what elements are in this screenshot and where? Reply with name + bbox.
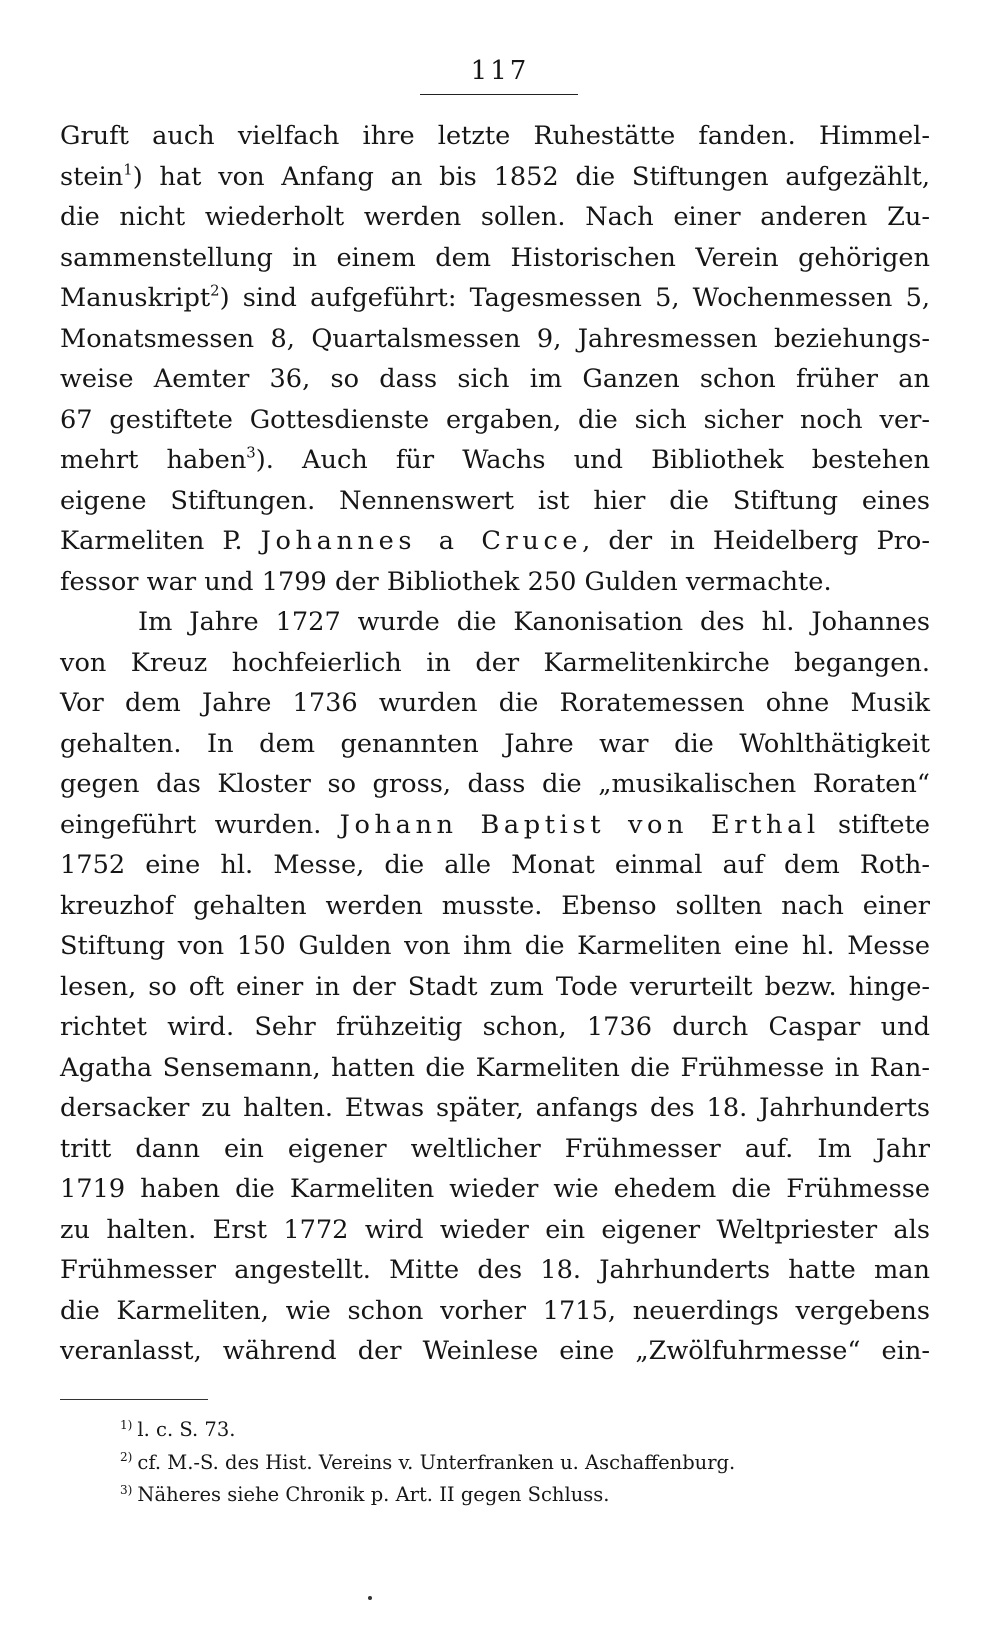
text-segment: , der in Heidelberg Pro- <box>582 526 930 556</box>
text-segment: stein <box>60 161 124 192</box>
text-segment: Stiftung von 150 Gulden von ihm die Karmeliten eine hl. Messe <box>60 931 930 961</box>
text-segment: weise Aemter 36, so dass sich im Ganzen schon früher an <box>60 364 930 394</box>
text-line <box>60 1129 930 1170</box>
text-segment: stiftete <box>819 809 930 840</box>
text-segment: richtet wird. Sehr frühzeitig schon, 1736 durch Caspar und <box>60 1012 930 1042</box>
text-segment: die nicht wiederholt werden sollen. Nach einer anderen Zu- <box>60 202 930 232</box>
text-line <box>60 1331 930 1372</box>
footnote-text: Näheres siehe Chronik p. Art. II gegen Schluss. <box>137 1483 610 1506</box>
text-segment: sammenstellung in einem dem Historischen Verein gehörigen <box>60 242 930 273</box>
text-line <box>60 724 930 765</box>
text-segment: gegen das Kloster so gross, dass die „musikalischen Roraten“ <box>60 769 930 799</box>
text-segment: eingeführt wurden. <box>60 809 340 840</box>
body-text <box>60 116 930 1372</box>
text-line <box>60 278 930 319</box>
text-segment: lesen, so oft einer in der Stadt zum Tode verurteilt bezw. hinge- <box>60 971 930 1002</box>
text-line <box>60 805 930 846</box>
text-line <box>60 886 930 927</box>
text-line <box>60 481 930 522</box>
text-line <box>60 764 930 805</box>
text-segment: kreuzhof gehalten werden musste. Ebenso sollten nach einer <box>60 890 930 921</box>
text-segment: ) sind aufgeführt: Tagesmessen 5, Wochenmessen 5, <box>219 283 930 313</box>
footnote-mark: 1) <box>120 1417 133 1432</box>
footnote <box>120 1414 920 1447</box>
text-line <box>60 1169 930 1210</box>
text-segment: zu halten. Erst 1772 wird wieder ein eigener Weltpriester als <box>60 1214 930 1245</box>
text-line <box>60 157 930 198</box>
footnote-text: l. c. S. 73. <box>137 1418 236 1441</box>
text-line <box>60 319 930 360</box>
text-segment: dersacker zu halten. Etwas später, anfangs des 18. Jahrhunderts <box>60 1093 930 1123</box>
text-segment: gehalten. In dem genannten Jahre war die Wohlthätigkeit <box>60 728 930 759</box>
footnote <box>120 1479 920 1512</box>
text-segment: Manuskript <box>60 283 211 313</box>
text-line <box>60 926 930 967</box>
footnote <box>120 1447 920 1480</box>
text-line <box>60 1250 930 1291</box>
print-speck <box>368 1596 372 1600</box>
text-segment: die Karmeliten, wie schon vorher 1715, neuerdings vergebens <box>60 1295 930 1326</box>
text-line <box>60 1210 930 1251</box>
text-line <box>60 602 930 643</box>
text-segment: tritt dann ein eigener weltlicher Frühmesser auf. Im Jahr <box>60 1133 930 1164</box>
text-segment: Gruft auch vielfach ihre letzte Ruhestätte fanden. Himmel- <box>60 121 930 151</box>
footnote-mark: 2) <box>120 1450 133 1465</box>
text-line <box>60 562 930 603</box>
footnote-ref: 1 <box>123 160 133 178</box>
spaced-name: Johann Baptist von Erthal <box>339 809 820 840</box>
text-segment: 67 gestiftete Gottesdienste ergaben, die sich sicher noch ver- <box>60 404 930 435</box>
text-line <box>60 521 930 562</box>
footnote-ref: 2 <box>210 282 220 300</box>
text-segment: eigene Stiftungen. Nennenswert ist hier die Stiftung eines <box>60 485 930 516</box>
page-number: 117 <box>470 56 530 86</box>
footnote-mark: 3) <box>120 1482 133 1497</box>
text-segment: Im Jahre 1727 wurde die Kanonisation des hl. Johannes <box>138 607 930 637</box>
text-line <box>60 197 930 238</box>
text-line <box>60 1048 930 1089</box>
text-segment: Karmeliten P. <box>60 526 261 556</box>
text-line <box>60 1291 930 1332</box>
text-line <box>60 1007 930 1048</box>
text-segment: Frühmesser angestellt. Mitte des 18. Jahrhunderts hatte man <box>60 1255 930 1285</box>
text-segment: Vor dem Jahre 1736 wurden die Roratemessen ohne Musik <box>60 688 930 718</box>
text-segment: 1719 haben die Karmeliten wieder wie ehedem die Frühmesse <box>60 1174 930 1204</box>
text-segment: ) hat von Anfang an bis 1852 die Stiftungen aufgezählt, <box>132 161 930 192</box>
text-segment: mehrt haben <box>60 445 247 475</box>
text-segment: fessor war und 1799 der Bibliothek 250 Gulden vermachte. <box>60 566 832 597</box>
header-rule <box>420 94 578 95</box>
text-line <box>60 116 930 157</box>
text-line <box>60 1088 930 1129</box>
text-line <box>60 683 930 724</box>
text-line <box>60 845 930 886</box>
text-line <box>60 400 930 441</box>
text-segment: 1752 eine hl. Messe, die alle Monat einmal auf dem Roth- <box>60 850 930 880</box>
text-segment: veranlasst, während der Weinlese eine „Zwölfuhrmesse“ ein- <box>60 1336 930 1366</box>
text-line <box>60 238 930 279</box>
text-segment: von Kreuz hochfeierlich in der Karmelitenkirche begangen. <box>60 647 930 678</box>
text-line <box>60 440 930 481</box>
footnote-ref: 3 <box>246 444 256 462</box>
text-line <box>60 643 930 684</box>
text-segment: Agatha Sensemann, hatten die Karmeliten die Frühmesse in Ran- <box>60 1052 930 1083</box>
text-line <box>60 359 930 400</box>
text-line <box>60 967 930 1008</box>
spaced-name: Johannes a Cruce <box>260 526 583 556</box>
text-segment: ). Auch für Wachs und Bibliothek bestehen <box>255 445 930 475</box>
text-segment: Monatsmessen 8, Quartalsmessen 9, Jahresmessen beziehungs- <box>60 323 930 354</box>
footnote-text: cf. M.-S. des Hist. Vereins v. Unterfranken u. Aschaffenburg. <box>137 1450 736 1474</box>
footnotes <box>120 1414 920 1512</box>
footnote-rule <box>60 1399 208 1400</box>
